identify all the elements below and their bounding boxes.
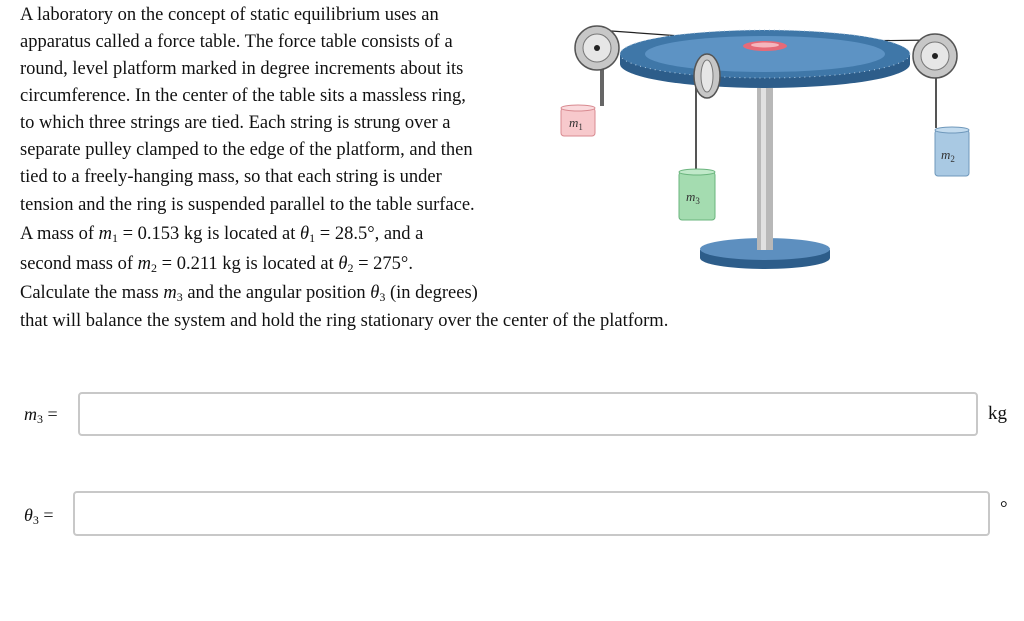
mass-1 (561, 105, 595, 136)
problem-line-1: A laboratory on the concept of static equilibrium uses an (20, 5, 439, 25)
text-segment: second mass of (20, 254, 138, 274)
center-ring-inner (751, 43, 779, 48)
math-subscript: 2 (347, 261, 354, 275)
problem-line-11 (20, 280, 478, 310)
math-var: θ (370, 283, 380, 303)
problem-line-3: round, level platform marked in degree increments about its (20, 59, 464, 79)
text-segment: (in degrees) (385, 283, 478, 303)
math-subscript: 3 (379, 290, 386, 304)
m3-answer-input[interactable] (78, 392, 978, 436)
text-segment: = 28.5°, and a (315, 224, 424, 244)
problem-line-8: tension and the ring is suspended parallel to the table surface. (20, 195, 475, 215)
math-var: θ (300, 224, 310, 244)
math-var: m (98, 224, 112, 244)
table-pole-highlight (761, 88, 766, 250)
mass-3-label: $m_3$ (686, 189, 700, 206)
string-3-hang (695, 78, 697, 170)
math-subscript: 3 (32, 513, 39, 527)
mass-3-top (679, 169, 715, 175)
mass-2-top (935, 127, 969, 133)
math-subscript: 1 (309, 231, 316, 245)
math-var: m (24, 404, 37, 424)
pulley-1-axle (594, 45, 600, 51)
equals-sign: = (43, 404, 58, 424)
math-var: m (163, 283, 177, 303)
text-segment: = 0.153 kg is located at (118, 224, 301, 244)
m3-answer-label (24, 404, 58, 427)
pulley-3-inner (701, 60, 713, 92)
mass-2 (935, 127, 969, 176)
problem-line-9 (20, 221, 423, 251)
math-subscript: 3 (176, 290, 183, 304)
theta3-unit: ° (1000, 498, 1008, 519)
problem-line-10 (20, 251, 413, 281)
math-var: θ (338, 254, 348, 274)
force-table-figure (555, 18, 975, 280)
mass-2-label: $m_2$ (941, 147, 955, 164)
mass-3 (679, 169, 715, 220)
text-segment: A mass of (20, 224, 99, 244)
mass-1-top (561, 105, 595, 111)
theta3-answer-label (24, 505, 54, 528)
m3-unit: kg (988, 403, 1007, 424)
math-var: m (137, 254, 152, 274)
math-subscript: 2 (151, 261, 158, 275)
problem-line-4: circumference. In the center of the table sits a massless ring, (20, 86, 466, 106)
math-var: θ (24, 505, 33, 525)
equals-sign: = (38, 505, 54, 525)
text-segment: = 275°. (353, 254, 413, 274)
theta3-answer-input[interactable] (73, 491, 990, 536)
problem-line-5: to which three strings are tied. Each string is strung over a (20, 113, 451, 133)
pulley-2-axle (932, 53, 938, 59)
math-subscript: 3 (37, 412, 43, 426)
text-segment: and the angular position (182, 283, 371, 303)
text-segment: Calculate the mass (20, 283, 164, 303)
math-subscript: 1 (112, 231, 118, 245)
problem-line-12: that will balance the system and hold the ring stationary over the center of the platform. (20, 311, 669, 331)
text-segment: = 0.211 kg is located at (157, 254, 339, 274)
problem-line-2: apparatus called a force table. The force table consists of a (20, 32, 453, 52)
problem-line-6: separate pulley clamped to the edge of the platform, and then (20, 140, 473, 160)
mass-1-label: $m_1$ (569, 115, 583, 132)
problem-line-7: tied to a freely-hanging mass, so that each string is under (20, 167, 442, 187)
